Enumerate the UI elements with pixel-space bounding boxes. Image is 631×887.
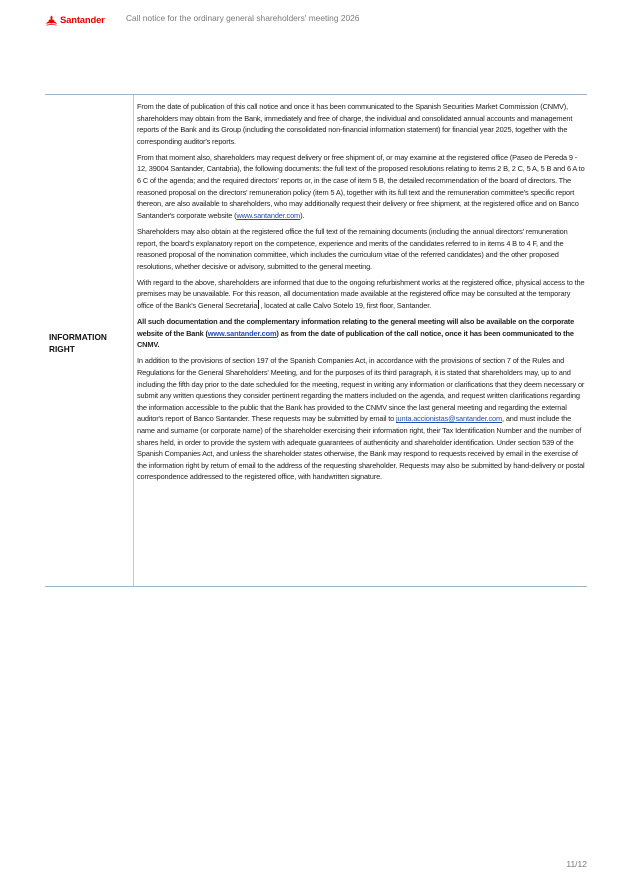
santander-flame-icon [46,15,57,26]
paragraph-text: ) as from the date of publication of the call notice, once it has been communicated to the CNMV. [137,328,574,350]
santander-logo [46,15,105,26]
paragraph-text: , located at calle Calvo Sotelo 19, first floor, Santander. [260,301,432,310]
paragraph-refurbishment-notice [137,277,585,312]
paragraph-remaining-documents: Shareholders may also obtain at the registered office the full text of the remaining documents (including the annual directors' remuneration report, the board's explanatory report on the competence, experience and merits of the candidates referred to in items 4 B to 4 F, and the reasoned proposal of the nomination committee, which includes the curriculum vitae of the referred candidates) and the other proposed resolutions, whether decisive or advisory, submitted to the general meeting. [137,226,568,271]
shareholders-email-link[interactable]: junta.accionistas@santander.com [396,414,503,424]
paragraph-text: ). [300,210,305,220]
section-label-line2: RIGHT [49,344,75,354]
paragraph-text: From that moment also, shareholders may request delivery or free shipment of, or may examine at the registered office (Paseo de Pereda 9 - 12, 39004 Santander, Cantabria), the following documents: the full text of the proposed resolutions relating to items 2 B, 2 C, 5 A, 5 B and 6 A to 6 C of the agenda; and the required directors' reports or, in the case of item 5 B, the detailed recommendation of the board of directors. The reasoned proposal on the directors' remuneration policy (item 5 A), together with its full text and the remuneration committee's specific report thereon, are also available to shareholders, who may additionally request their delivery or free shipment, at the registered office and on Banco Santander's corporate website ( [137,152,585,220]
page-number: 11/12 [566,859,587,869]
column-divider [133,95,134,586]
paragraph-text: All such documentation and the complementary information relating to the general meeting will also be available on the corporate website of the Bank ( [137,317,575,338]
section-label [49,331,131,355]
paragraph-information-requests [137,355,585,483]
document-title: Call notice for the ordinary general shareholders' meeting 2026 [126,13,360,23]
information-right-table [45,94,587,587]
paragraph-text: With regard to the above, shareholders are informed that due to the ongoing refurbishment works at the registered office, physical access to the premises may be unavailable. For this reason, all documentation made available at the registered office may be consulted at the temporary office of the Bank's General Secretaria [137,277,585,310]
santander-website-link[interactable]: www.santander.com [207,328,277,338]
paragraph-website-availability [137,316,585,351]
section-content [137,101,585,487]
section-label-line1: INFORMATION [49,332,107,342]
paragraph-documents-available: From the date of publication of this call notice and once it has been communicated to the Spanish Securities Market Commission (CNMV), shareholders may obtain from the Bank, immediately and free of charge, the individual and consolidated annual accounts and management reports of the Bank and its Group (including the consolidated non-financial information statement) for financial year 2025, together with the corresponding auditor's reports. [137,102,573,146]
santander-website-link[interactable]: www.santander.com [236,210,301,220]
paragraph-text: , and must include the name and surname (or corporate name) of the shareholder exercising their information right, their Tax Identification Number and the number of shares held, in order to provide the system with adequate guarantees of authenticity and shareholder identification. Under section 539 of the Spanish Companies Act, and unless the shareholder states otherwise, the Bank may respond to requests received by email in the exercise of the information right by return of email to the address of the requesting shareholder. Requests may also be submitted by hand-delivery or postal correspondence addressed to the registered office, with handwritten signature. [137,414,585,482]
page-header [46,10,360,30]
paragraph-text: In addition to the provisions of section 197 of the Spanish Companies Act, in accordance with the provisions of section 7 of the Rules and Regulations for the General Shareholders' Meeting, and for the purposes of its third paragraph, it is stated that shareholders may, up to and including the fifth day prior to the date scheduled for the meeting, request in writing any information or clarifications that they deem necessary or submit any written questions they consider pertinent regarding the matters included on the agenda, and request written clarifications regarding the information accessible to the public that the Bank has provided to the CNMV since the last general meeting and regarding the external auditor's report of Banco Santander. These requests may be submitted by email to [137,356,585,424]
brand-wordmark: Santander [60,14,105,26]
paragraph-registered-office-documents [137,152,585,222]
